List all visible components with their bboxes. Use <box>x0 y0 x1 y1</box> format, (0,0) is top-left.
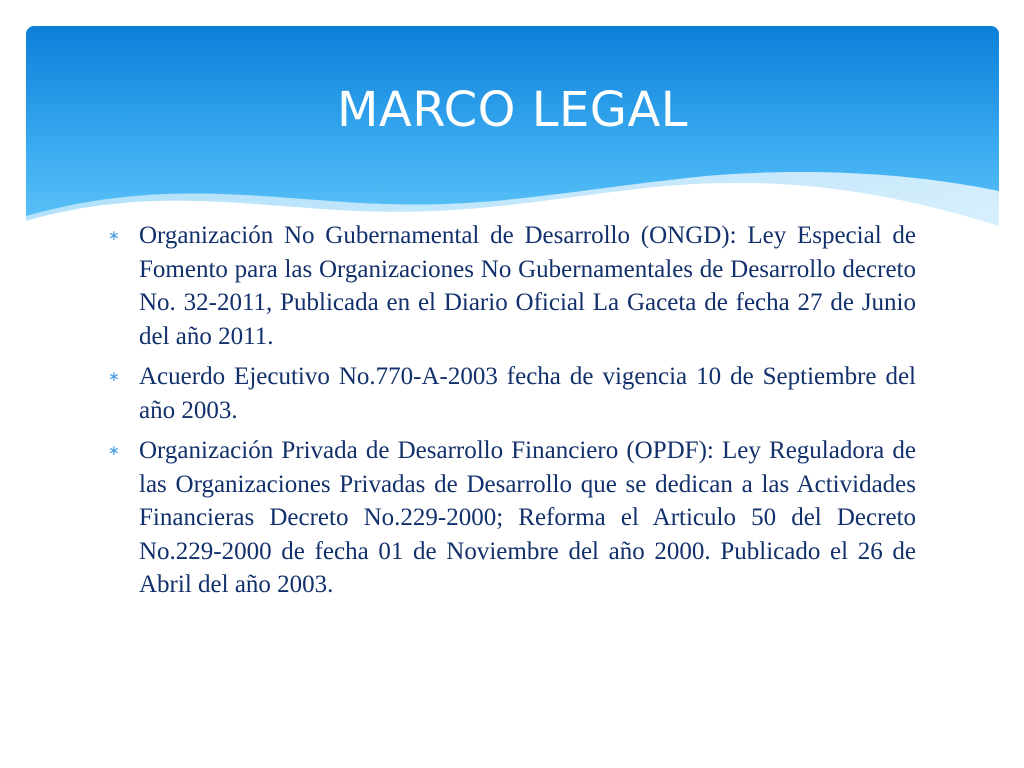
list-item-text: Acuerdo Ejecutivo No.770-A-2003 fecha de vigencia 10 de Septiembre del año 2003. <box>139 363 916 424</box>
asterisk-bullet-icon: ∗ <box>108 369 120 385</box>
asterisk-bullet-icon: ∗ <box>108 228 120 244</box>
list-item <box>108 360 916 427</box>
list-item-text: Organización No Gubernamental de Desarrollo (ONGD): Ley Especial de Fomento para las Organizaciones No Gubernamentales de Desarrollo decreto No. 32-2011, Publicada en el Diario Oficial La Gaceta de fecha 27 de Junio del año 2011. <box>139 222 916 350</box>
slide-title: MARCO LEGAL <box>336 82 689 138</box>
bullet-list <box>108 219 916 609</box>
list-item-text: Organización Privada de Desarrollo Financiero (OPDF): Ley Reguladora de las Organizaciones Privadas de Desarrollo que se dedican a las Actividades Financieras Decreto No.229-2000; Reforma el Articulo 50 del Decreto No.229-2000 de fecha 01 de Noviembre del año 2000. Publicado el 26 de Abril del año 2003. <box>139 437 916 598</box>
list-item <box>108 219 916 353</box>
asterisk-bullet-icon: ∗ <box>108 443 120 459</box>
list-item <box>108 434 916 602</box>
